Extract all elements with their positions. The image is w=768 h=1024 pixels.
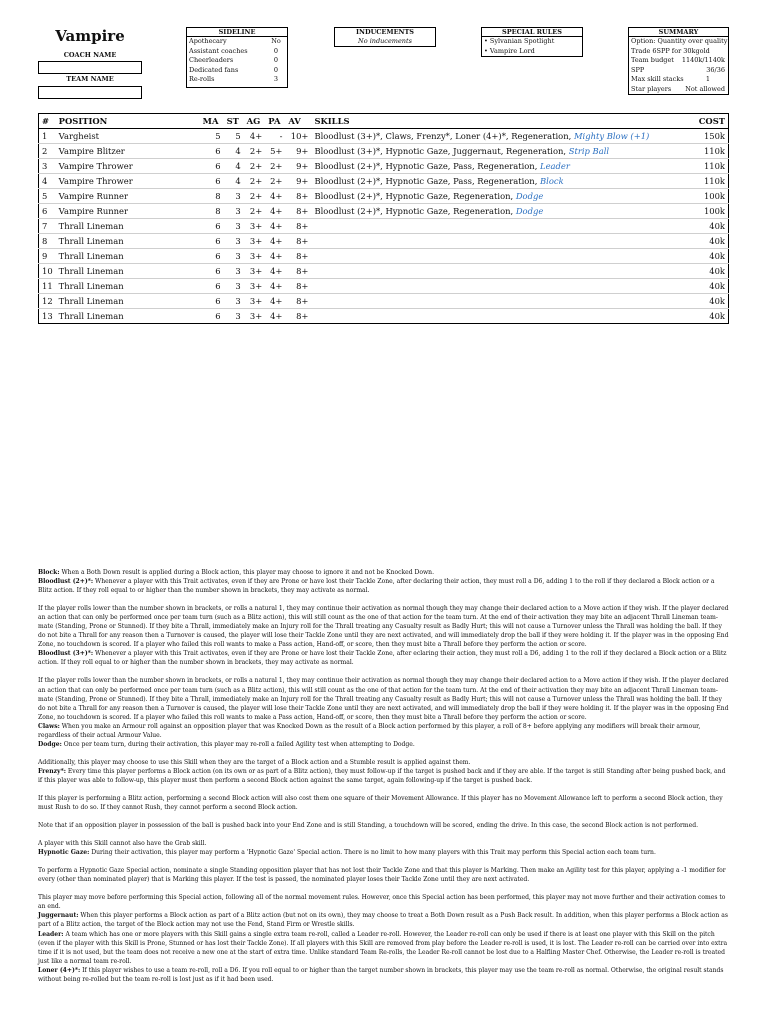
cell-st: 3	[224, 204, 244, 219]
cell-cost: 100k	[686, 189, 729, 204]
cell-skills	[311, 204, 686, 219]
cell-st: 3	[224, 279, 244, 294]
skill-desc-block: Block: When a Both Down result is applied during a Block action, this player may choose to ignore it and not be Knocked Down.	[38, 569, 435, 576]
cell-cost: 110k	[686, 159, 729, 174]
team-name-label: TEAM NAME	[66, 75, 114, 83]
cell-pa: 5+	[265, 144, 285, 159]
cell-num: 10	[39, 264, 56, 279]
cell-position: Thrall Lineman	[56, 279, 200, 294]
cell-av: 8+	[285, 294, 311, 309]
skill-desc-dodge: Dodge: Once per team turn, during their activation, this player may re-roll a failed Agility test when attempting to Dodge.	[38, 740, 415, 748]
extra-skill: Leader	[540, 161, 570, 171]
cell-av: 8+	[285, 219, 311, 234]
cell-cost: 150k	[703, 131, 725, 141]
col-st-header: ST	[224, 114, 244, 129]
cell-skills	[311, 219, 686, 234]
cell-position: Thrall Lineman	[56, 294, 200, 309]
skill-desc-hypnotic-gaze: Hypnotic Gaze: During their activation, this player may perform a 'Hypnotic Gaze' Special action. There is no limit to how many players with this Trait may perform this Special action each team turn.	[38, 849, 656, 857]
inducements-text: No inducements	[358, 37, 412, 45]
cell-ma: 6	[200, 159, 224, 174]
cell-pa: 4+	[265, 294, 285, 309]
skill-desc-paragraph: To perform a Hypnotic Gaze Special action, nominate a single Standing opposition player that has not lost their Tackle Zone and that this player is Marking. Then make an Agility test for this player, applying a -1 modifier for every (other than nominated player) that is Marking this player. If the test is passed, the nominated player loses their Tackle Zone until they are next activated.	[38, 867, 726, 884]
cell-ag: 3+	[244, 309, 266, 324]
cell-cost: 40k	[686, 294, 729, 309]
roster-row	[39, 129, 729, 144]
base-skills: Bloodlust (3+)*, Claws, Frenzy*, Loner (4+)*, Regeneration,	[314, 131, 574, 141]
summary-row: Star players Not allowed	[631, 84, 725, 93]
cell-st: 3	[224, 219, 244, 234]
team-name-field[interactable]	[38, 86, 142, 99]
col-num-header: #	[39, 114, 56, 129]
skill-desc-paragraph: Additionally, this player may choose to use this Skill when they are the target of a Block action and a Stumble result is applied against them.	[38, 758, 471, 766]
cell-ag: 3+	[244, 264, 266, 279]
cell-num: 11	[39, 279, 56, 294]
sideline-row: Cheerleaders 0	[189, 56, 279, 65]
cell-num: 3	[39, 159, 56, 174]
base-skills: Bloodlust (2+)*, Hypnotic Gaze, Regeneration,	[314, 206, 516, 216]
summary-row: SPP 36/36	[631, 65, 725, 74]
cell-ag: 2+	[244, 144, 266, 159]
cell-pa: 4+	[265, 234, 285, 249]
roster-row	[39, 219, 729, 234]
cell-position: Thrall Lineman	[56, 249, 200, 264]
base-skills: Bloodlust (2+)*, Hypnotic Gaze, Regeneration,	[314, 191, 516, 201]
cell-ma: 6	[200, 219, 224, 234]
cell-pa: -	[279, 131, 283, 141]
cell-skills	[311, 144, 686, 159]
cell-num: 5	[39, 189, 56, 204]
sideline-box	[186, 27, 288, 88]
cell-num: 1	[42, 131, 48, 141]
col-position-header: POSITION	[56, 114, 200, 129]
roster-table	[38, 113, 729, 324]
roster-row	[39, 279, 729, 294]
special-rule-item: • Sylvanian Spotlight	[484, 37, 555, 45]
cell-st: 3	[224, 249, 244, 264]
cell-cost: 40k	[686, 219, 729, 234]
cell-st: 4	[224, 174, 244, 189]
cell-ma: 6	[200, 264, 224, 279]
cell-position: Vampire Blitzer	[56, 144, 200, 159]
skill-desc-paragraph: If the player rolls lower than the number shown in brackets, or rolls a natural 1, they may continue their activation as normal though they may change their declared action to a Move action if they wish. If the player declared an action that can only be performed once per team turn (such as a Blitz action), this will still count as the one of that action for the team turn. At the end of their activation they may bite an adjacent Thrall Lineman team-mate (Standing, Prone or Stunned). If they bite a Thrall, immediately make an Injury roll for the Thrall treating any Casualty result as Badly Hurt; this will not cause a Turnover unless the Thrall was holding the ball. If they do not bite a Thrall for any reason then a Turnover is caused, the player will lose their Tackle Zone until they are next activated, and will immediately drop the ball if they were holding it. If the player was in the opposing End Zone, no touchdown is scored. If a player who failed this roll wants to make a Pass action, Hand-off, or score, then they must bite a Thrall before they perform the action or score.	[38, 677, 729, 721]
summary-row: Team budget 1140k/1140k	[631, 56, 725, 65]
cell-pa: 4+	[265, 309, 285, 324]
cell-position: Thrall Lineman	[56, 309, 200, 324]
cell-skills	[311, 294, 686, 309]
base-skills: Bloodlust (2+)*, Hypnotic Gaze, Pass, Regeneration,	[314, 161, 541, 171]
cell-num: 6	[39, 204, 56, 219]
roster-row	[39, 249, 729, 264]
skill-desc-frenzy: Frenzy*: Every time this player performs a Block action (on its own or as part of a Blitz action), they must follow-up if the target is pushed back and if they are able. If the target is still Standing after being pushed back, and if this player was able to follow-up, this player must then perform a second Block action against the same target, again following-up if the target is pushed back.	[38, 767, 726, 784]
roster-row	[39, 159, 729, 174]
skill-desc-leader: Leader: A team which has one or more players with this Skill gains a single extra team re-roll, called a Leader re-roll. However, the Leader re-roll can only be used if there is at least one player with this Skill on the pitch (even if the player with this Skill is Prone, Stunned or has lost their Tackle Zone). If all players with this Skill are removed from play before the Leader re-roll is used, it is lost. The Leader re-roll can be carried over into extra time if it is not used, but the team does not receive a new one at the start of extra time. Unlike standard Team Re-rolls, the Leader Re-roll cannot be lost due to a Halfling Master Chef. Otherwise, the Leader re-roll is treated just like a normal team re-roll.	[38, 930, 728, 965]
cell-num: 4	[39, 174, 56, 189]
inducements-box	[334, 27, 436, 47]
skill-descriptions	[38, 568, 730, 984]
cell-pa: 4+	[265, 249, 285, 264]
cell-cost: 40k	[686, 309, 729, 324]
cell-ma: 6	[200, 234, 224, 249]
cell-cost: 110k	[686, 174, 729, 189]
cell-skills	[311, 264, 686, 279]
cell-pa: 2+	[265, 174, 285, 189]
skill-desc-paragraph: If the player rolls lower than the number shown in brackets, or rolls a natural 1, they may continue their activation as normal though they may change their declared action to a Move action if they wish. If the player declared an action that can only be performed once per team turn (such as a Blitz action), this will still count as the one of that action for the team turn. At the end of their activation they may bite an adjacent Thrall Lineman team-mate (Standing, Prone or Stunned). If they bite a Thrall, immediately make an Injury roll for the Thrall treating any Casualty result as Badly Hurt; this will not cause a Turnover unless the Thrall was holding the ball. If they do not bite a Thrall for any reason then a Turnover is caused, the player will lose their Tackle Zone until they are next activated, and will immediately drop the ball if they were holding it. If the player was in the opposing End Zone, no touchdown is scored. If a player who failed this roll wants to make a Pass action, Hand-off, or score, then they must bite a Thrall before they perform the action or score.	[38, 605, 729, 649]
sideline-row: Assistant coaches 0	[189, 46, 279, 55]
cell-position: Vampire Runner	[56, 189, 200, 204]
extra-skill: Dodge	[515, 191, 544, 201]
cell-ag: 3+	[244, 234, 266, 249]
summary-box	[628, 27, 729, 95]
cell-pa: 4+	[265, 189, 285, 204]
cell-ag: 4+	[249, 131, 263, 141]
cell-skills	[311, 234, 686, 249]
coach-name-label: COACH NAME	[63, 51, 117, 59]
skill-desc-bloodlust-3: Bloodlust (3+)*: Whenever a player with this Trait activates, even if they are Prone or have lost their Tackle Zone, after eclaring their action, they must roll a D6, adding 1 to the roll if they declared a Block action or a Blitz action. If they roll equal to or higher than the number shown in brackets, they may activate as normal.	[38, 650, 727, 667]
cell-skills	[311, 189, 686, 204]
cell-cost: 40k	[686, 264, 729, 279]
roster-row	[39, 234, 729, 249]
cell-ma: 8	[200, 189, 224, 204]
cell-ma: 6	[200, 309, 224, 324]
cell-st: 3	[224, 234, 244, 249]
cell-ag: 2+	[244, 174, 266, 189]
cell-skills	[311, 159, 686, 174]
cell-position: Vargheist	[58, 131, 99, 141]
summary-option: Option: Quantity over quality	[631, 37, 728, 45]
roster-row	[39, 189, 729, 204]
summary-title: SUMMARY	[629, 28, 728, 37]
cell-position: Thrall Lineman	[56, 234, 200, 249]
cell-cost: 100k	[686, 204, 729, 219]
cell-av: 10+	[290, 131, 309, 141]
skill-desc-juggernaut: Juggernaut: When this player performs a Block action as part of a Blitz action (but not on its own), they may choose to treat a Both Down result as a Push Back result. In addition, when this player performs a Block action as part of a Blitz action, the target of the Block action may not use the Fend, Stand Firm or Wrestle skills.	[38, 912, 728, 929]
cell-ag: 2+	[244, 159, 266, 174]
summary-row: Max skill stacks 1	[631, 75, 711, 84]
col-av-header: AV	[285, 114, 311, 129]
cell-st: 3	[224, 189, 244, 204]
cell-ag: 3+	[244, 279, 266, 294]
cell-pa: 4+	[265, 279, 285, 294]
extra-skill: Strip Ball	[568, 146, 610, 156]
sideline-title: SIDELINE	[187, 28, 287, 37]
cell-num: 2	[39, 144, 56, 159]
cell-ag: 2+	[244, 189, 266, 204]
cell-ag: 3+	[244, 294, 266, 309]
cell-av: 8+	[285, 309, 311, 324]
cell-skills	[311, 309, 686, 324]
cell-ag: 3+	[244, 249, 266, 264]
sideline-row: Apothecary No	[189, 37, 281, 45]
cell-ag: 2+	[244, 204, 266, 219]
roster-row	[39, 294, 729, 309]
cell-st: 4	[224, 144, 244, 159]
cell-pa: 4+	[265, 219, 285, 234]
extra-skill: Block	[540, 176, 564, 186]
skill-desc-loner: Loner (4+)*: If this player wishes to use a team re-roll, roll a D6. If you roll equal to or higher than the target number shown in brackets, this player may use the team re-roll as normal. Otherwise, the original result stands without being re-rolled but the team re-roll is lost just as if it had been used.	[38, 966, 724, 983]
cell-num: 9	[39, 249, 56, 264]
cell-av: 8+	[285, 204, 311, 219]
col-ag-header: AG	[244, 114, 266, 129]
cell-position: Vampire Thrower	[56, 174, 200, 189]
skill-desc-paragraph: If this player is performing a Blitz action, performing a second Block action will also cost them one square of their Movement Allowance. If this player has no Movement Allowance left to perform a second Block action, they must Rush to do so. If they cannot Rush, they cannot perform a second Block action.	[38, 794, 723, 812]
cell-st: 3	[224, 294, 244, 309]
special-rules-title: SPECIAL RULES	[482, 28, 582, 37]
special-rule-item: • Vampire Lord	[484, 46, 535, 55]
cell-av: 8+	[285, 249, 311, 264]
cell-num: 7	[39, 219, 56, 234]
cell-cost: 40k	[686, 279, 729, 294]
cell-num: 8	[39, 234, 56, 249]
cell-ma: 8	[200, 204, 224, 219]
col-pa-header: PA	[265, 114, 285, 129]
skill-desc-bloodlust-2: Bloodlust (2+)*: Whenever a player with this Trait activates, even if they are Prone or have lost their Tackle Zone, after declaring their action, they must roll a D6, adding 1 to the roll if they declared a Block action or a Blitz action. If they roll equal to or higher than the number shown in brackets, they may activate as normal.	[38, 578, 715, 595]
roster-row	[39, 174, 729, 189]
cell-av: 8+	[285, 189, 311, 204]
cell-position: Vampire Runner	[56, 204, 200, 219]
extra-skill: Dodge	[515, 206, 544, 216]
cell-num: 12	[39, 294, 56, 309]
extra-skill: Mighty Blow (+1)	[573, 131, 650, 141]
roster-row	[39, 264, 729, 279]
base-skills: Bloodlust (2+)*, Hypnotic Gaze, Pass, Regeneration,	[314, 176, 541, 186]
col-skills-header: SKILLS	[311, 114, 686, 129]
sideline-row: Dedicated fans 0	[189, 65, 279, 74]
cell-cost: 40k	[686, 249, 729, 264]
cell-cost: 110k	[686, 144, 729, 159]
cell-av: 8+	[285, 279, 311, 294]
cell-skills	[311, 174, 686, 189]
cell-pa: 4+	[265, 264, 285, 279]
skill-desc-paragraph: Note that if an opposition player in possession of the ball is pushed back into your End Zone and is still Standing, a touchdown will be scored, ending the drive. In this case, the second Block action is not performed.	[38, 822, 699, 830]
summary-trade: Trade 6SPP for 30kgold	[631, 46, 710, 55]
cell-pa: 2+	[265, 159, 285, 174]
cell-position: Thrall Lineman	[56, 264, 200, 279]
cell-skills	[311, 279, 686, 294]
cell-ma: 6	[200, 294, 224, 309]
cell-position: Thrall Lineman	[56, 219, 200, 234]
cell-ma: 6	[200, 249, 224, 264]
skill-desc-paragraph: This player may move before performing this Special action, following all of the normal movement rules. However, once this Special action has been performed, this player may not move further and their activation comes to an end.	[38, 894, 726, 911]
cell-av: 9+	[285, 159, 311, 174]
cell-cost: 40k	[686, 234, 729, 249]
cell-ma: 6	[200, 174, 224, 189]
cell-skills	[311, 129, 686, 144]
skill-desc-claws: Claws: When you make an Armour roll against an opposition player that was Knocked Down as the result of a Block action performed by this player, a roll of 8+ before applying any modifiers will break their armour, regardless of their actual Armour Value.	[38, 722, 701, 739]
cell-skills	[311, 249, 686, 264]
team-name: Vampire	[55, 27, 125, 45]
cell-st: 4	[224, 159, 244, 174]
roster-row	[39, 204, 729, 219]
cell-num: 13	[39, 309, 56, 324]
cell-ma: 5	[215, 131, 221, 141]
col-ma-header: MA	[200, 114, 224, 129]
cell-st: 3	[224, 264, 244, 279]
cell-pa: 4+	[265, 204, 285, 219]
cell-ma: 6	[200, 144, 224, 159]
base-skills: Bloodlust (3+)*, Hypnotic Gaze, Juggernaut, Regeneration,	[314, 146, 569, 156]
sideline-row: Re-rolls 3	[189, 75, 279, 84]
skill-desc-paragraph: A player with this Skill cannot also have the Grab skill.	[38, 840, 207, 848]
cell-av: 9+	[285, 144, 311, 159]
roster-row	[39, 144, 729, 159]
col-cost-header: COST	[686, 114, 729, 129]
special-rules-box	[481, 27, 583, 57]
roster-row	[39, 309, 729, 324]
coach-name-field[interactable]	[38, 61, 142, 74]
cell-av: 9+	[285, 174, 311, 189]
cell-position: Vampire Thrower	[56, 159, 200, 174]
cell-ag: 3+	[244, 219, 266, 234]
cell-av: 8+	[285, 234, 311, 249]
inducements-title: INDUCEMENTS	[355, 28, 415, 36]
cell-av: 8+	[285, 264, 311, 279]
roster-header-row	[39, 114, 729, 129]
cell-st: 5	[235, 131, 241, 141]
cell-st: 3	[224, 309, 244, 324]
cell-ma: 6	[200, 279, 224, 294]
